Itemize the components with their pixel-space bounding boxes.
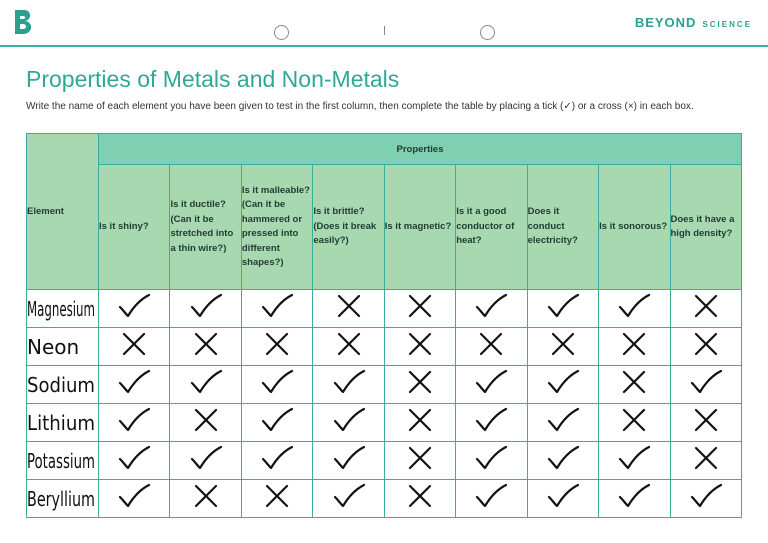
mark-cell[interactable] bbox=[170, 328, 241, 366]
tick-icon bbox=[329, 405, 369, 435]
tick-icon bbox=[114, 443, 154, 473]
mark-cell[interactable] bbox=[313, 442, 384, 480]
mark-cell[interactable] bbox=[99, 442, 170, 480]
mark-cell[interactable] bbox=[670, 366, 742, 404]
mark-cell[interactable] bbox=[527, 328, 598, 366]
tick-icon bbox=[471, 367, 511, 397]
mark-cell[interactable] bbox=[670, 442, 742, 480]
tick-icon bbox=[329, 367, 369, 397]
cross-icon bbox=[614, 367, 654, 397]
column-header: Is it sonorous? bbox=[599, 165, 670, 290]
tick-icon bbox=[614, 443, 654, 473]
radio-circle-icon[interactable] bbox=[274, 25, 289, 40]
cross-icon bbox=[114, 329, 154, 359]
mark-cell[interactable] bbox=[384, 366, 455, 404]
mark-cell[interactable] bbox=[670, 480, 742, 518]
cross-icon bbox=[186, 405, 226, 435]
tick-icon bbox=[114, 291, 154, 321]
element-name: Lithium bbox=[27, 410, 95, 435]
mark-cell[interactable] bbox=[170, 442, 241, 480]
tick-icon bbox=[471, 291, 511, 321]
tick-icon bbox=[543, 405, 583, 435]
cross-icon bbox=[686, 405, 726, 435]
mark-cell[interactable] bbox=[456, 442, 527, 480]
column-header: Is it malleable? (Can it be hammered or pressed into different shapes?) bbox=[241, 165, 312, 290]
column-header: Is it shiny? bbox=[99, 165, 170, 290]
mark-cell[interactable] bbox=[99, 366, 170, 404]
element-name-cell[interactable] bbox=[27, 404, 99, 442]
cross-icon bbox=[400, 329, 440, 359]
mark-cell[interactable] bbox=[99, 290, 170, 328]
column-header: Is it magnetic? bbox=[384, 165, 455, 290]
properties-header: Properties bbox=[99, 134, 742, 165]
cross-icon bbox=[400, 291, 440, 321]
cross-icon bbox=[614, 405, 654, 435]
mark-cell[interactable] bbox=[313, 328, 384, 366]
cross-icon bbox=[329, 291, 369, 321]
mark-cell[interactable] bbox=[527, 366, 598, 404]
mark-cell[interactable] bbox=[456, 328, 527, 366]
cross-icon bbox=[543, 329, 583, 359]
mark-cell[interactable] bbox=[599, 328, 670, 366]
mark-cell[interactable] bbox=[456, 480, 527, 518]
tick-icon bbox=[329, 481, 369, 511]
mark-cell[interactable] bbox=[313, 366, 384, 404]
mark-cell[interactable] bbox=[670, 290, 742, 328]
tick-icon bbox=[257, 405, 297, 435]
mark-cell[interactable] bbox=[384, 290, 455, 328]
mark-cell[interactable] bbox=[241, 442, 312, 480]
mark-cell[interactable] bbox=[170, 290, 241, 328]
mark-cell[interactable] bbox=[670, 328, 742, 366]
table-row bbox=[27, 480, 742, 518]
tick-icon bbox=[471, 481, 511, 511]
instructions: Write the name of each element you have been given to test in the first column, then complete the table by placing a tick (✓) or a cross (×) in each box. bbox=[26, 101, 694, 112]
mark-cell[interactable] bbox=[99, 480, 170, 518]
mark-cell[interactable] bbox=[527, 404, 598, 442]
mark-cell[interactable] bbox=[99, 328, 170, 366]
tick-icon bbox=[114, 481, 154, 511]
cross-icon bbox=[400, 443, 440, 473]
table-row bbox=[27, 366, 742, 404]
mark-cell[interactable] bbox=[527, 442, 598, 480]
mark-cell[interactable] bbox=[170, 480, 241, 518]
table-row bbox=[27, 404, 742, 442]
mark-cell[interactable] bbox=[670, 404, 742, 442]
element-name: Magnesium bbox=[27, 296, 95, 321]
element-name: Potassium bbox=[27, 448, 95, 473]
mark-cell[interactable] bbox=[313, 404, 384, 442]
mark-cell[interactable] bbox=[384, 404, 455, 442]
column-header: Is it brittle? (Does it break easily?) bbox=[313, 165, 384, 290]
tick-icon bbox=[186, 291, 226, 321]
column-header: Does it have a high density? bbox=[670, 165, 742, 290]
tick-icon bbox=[471, 443, 511, 473]
cross-icon bbox=[257, 481, 297, 511]
mark-cell[interactable] bbox=[241, 480, 312, 518]
mark-cell[interactable] bbox=[456, 404, 527, 442]
tick-icon bbox=[543, 481, 583, 511]
element-name-cell[interactable] bbox=[27, 328, 99, 366]
mark-cell[interactable] bbox=[241, 290, 312, 328]
table-row bbox=[27, 290, 742, 328]
element-name: Neon bbox=[27, 334, 80, 359]
mark-cell[interactable] bbox=[599, 404, 670, 442]
mark-cell[interactable] bbox=[384, 480, 455, 518]
mark-cell[interactable] bbox=[456, 366, 527, 404]
cross-icon bbox=[400, 481, 440, 511]
cross-icon bbox=[186, 329, 226, 359]
cross-icon bbox=[614, 329, 654, 359]
mark-cell[interactable] bbox=[599, 290, 670, 328]
mark-cell[interactable] bbox=[313, 290, 384, 328]
mark-cell[interactable] bbox=[241, 328, 312, 366]
mark-cell[interactable] bbox=[384, 442, 455, 480]
tick-icon bbox=[686, 481, 726, 511]
cross-icon bbox=[400, 367, 440, 397]
mark-cell[interactable] bbox=[170, 404, 241, 442]
cross-icon bbox=[471, 329, 511, 359]
brand-name: BEYOND SCIENCE bbox=[634, 15, 752, 30]
table-row bbox=[27, 328, 742, 366]
radio-circle-icon[interactable] bbox=[480, 25, 495, 40]
tick-icon bbox=[614, 481, 654, 511]
element-name: Sodium bbox=[27, 372, 95, 397]
tick-icon bbox=[614, 291, 654, 321]
mark-cell[interactable] bbox=[527, 290, 598, 328]
tick-icon bbox=[257, 367, 297, 397]
top-bar bbox=[0, 0, 768, 47]
mark-cell[interactable] bbox=[599, 442, 670, 480]
element-name-cell[interactable] bbox=[27, 442, 99, 480]
element-name-cell[interactable] bbox=[27, 480, 99, 518]
mark-cell[interactable] bbox=[456, 290, 527, 328]
mark-cell[interactable] bbox=[599, 480, 670, 518]
page-title: Properties of Metals and Non-Metals bbox=[26, 66, 400, 92]
mark-cell[interactable] bbox=[599, 366, 670, 404]
element-name-cell[interactable] bbox=[27, 290, 99, 328]
mark-cell[interactable] bbox=[384, 328, 455, 366]
divider bbox=[384, 26, 385, 35]
tick-icon bbox=[543, 443, 583, 473]
cross-icon bbox=[329, 329, 369, 359]
tick-icon bbox=[543, 291, 583, 321]
element-name: Beryllium bbox=[27, 486, 95, 511]
tick-icon bbox=[257, 443, 297, 473]
cross-icon bbox=[686, 443, 726, 473]
tick-icon bbox=[186, 443, 226, 473]
cross-icon bbox=[400, 405, 440, 435]
cross-icon bbox=[686, 291, 726, 321]
mark-cell[interactable] bbox=[241, 404, 312, 442]
column-header: Does it conduct electricity? bbox=[527, 165, 598, 290]
tick-icon bbox=[257, 291, 297, 321]
column-header: Is it a good conductor of heat? bbox=[456, 165, 527, 290]
tick-icon bbox=[186, 367, 226, 397]
tick-icon bbox=[329, 443, 369, 473]
element-header: Element bbox=[27, 134, 99, 290]
tick-icon bbox=[471, 405, 511, 435]
properties-table bbox=[26, 133, 742, 518]
table-row bbox=[27, 442, 742, 480]
mark-cell[interactable] bbox=[527, 480, 598, 518]
mark-cell[interactable] bbox=[313, 480, 384, 518]
mark-cell[interactable] bbox=[99, 404, 170, 442]
cross-icon bbox=[686, 329, 726, 359]
cross-icon bbox=[186, 481, 226, 511]
tick-icon bbox=[543, 367, 583, 397]
element-name-cell[interactable] bbox=[27, 366, 99, 404]
cross-icon bbox=[257, 329, 297, 359]
tick-icon bbox=[114, 405, 154, 435]
column-header: Is it ductile? (Can it be stretched into a thin wire?) bbox=[170, 165, 241, 290]
mark-cell[interactable] bbox=[241, 366, 312, 404]
beyond-logo-icon bbox=[12, 8, 36, 36]
mark-cell[interactable] bbox=[170, 366, 241, 404]
tick-icon bbox=[686, 367, 726, 397]
tick-icon bbox=[114, 367, 154, 397]
